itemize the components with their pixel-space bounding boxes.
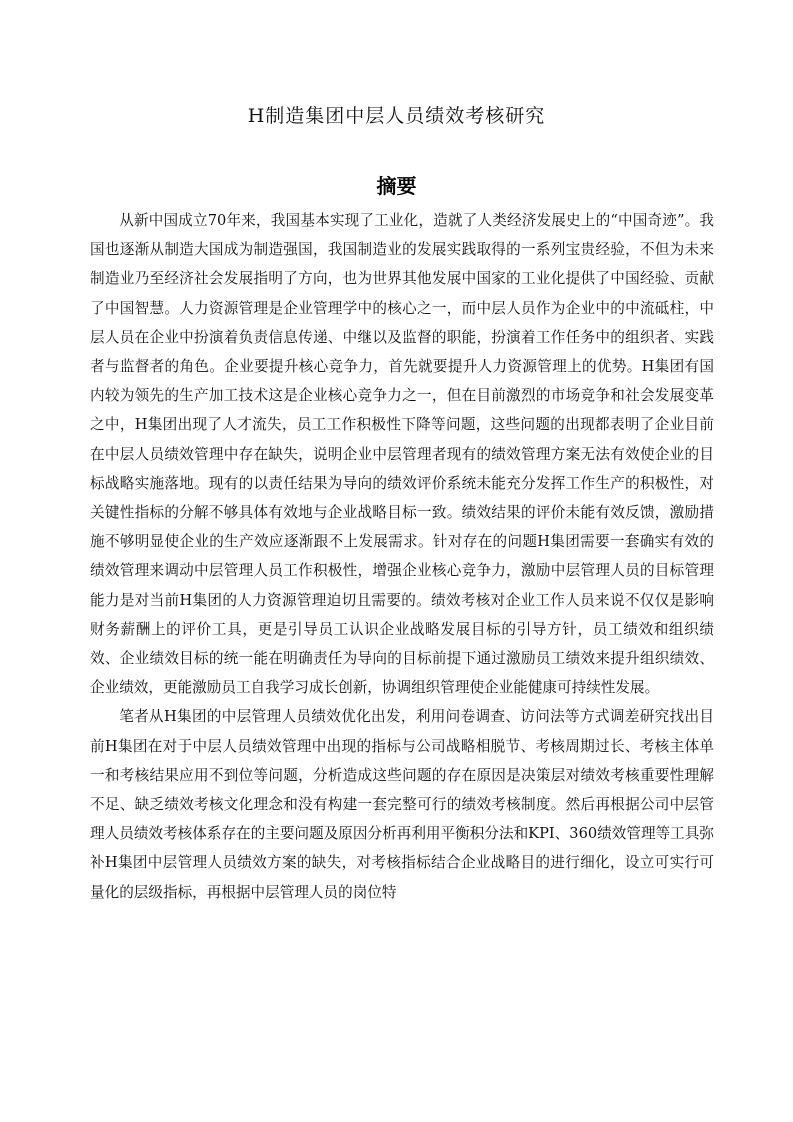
abstract-heading: 摘要 <box>376 174 417 198</box>
abstract-paragraph-2: 笔者从H集团的中层管理人员绩效优化出发，利用问卷调查、访问法等方式调差研究找出目前H集团在对于中层人员绩效管理中出现的指标与公司战略相脱节、考核周期过长、考核主体单一和考核结果应用不到位等问题，分析造成这些问题的存在原因是决策层对绩效考核重要性理解不足、缺乏绩效考核文化理念和没有构建一套完整可行的绩效考核制度。然后再根据公司中层管理人员绩效考核体系存在的主要问题及原因分析再利用平衡积分法和KPI、360绩效管理等工具弥补H集团中层管理人员绩效方案的缺失，对考核指标结合企业战略目的进行细化，设立可实行可量化的层级指标，再根据中层管理人员的岗位特 <box>90 708 714 901</box>
abstract-paragraph-1: 从新中国成立70年来，我国基本实现了工业化，造就了人类经济发展史上的“中国奇迹”。我国也逐渐从制造大国成为制造强国，我国制造业的发展实践取得的一系列宝贵经验，不但为未来制造业乃至经济社会发展指明了方向，也为世界其他发展中国家的工业化提供了中国经验、贡献了中国智慧。人力资源管理是企业管理学中的核心之一，而中层人员作为企业中的中流砥柱，中层人员在企业中扮演着负责信息传递、中继以及监督的职能，扮演着工作任务中的组织者、实践者与监督者的角色。企业要提升核心竞争力，首先就要提升人力资源管理上的优势。H集团有国内较为领先的生产加工技术这是企业核心竞争力之一，但在目前激烈的市场竞争和社会发展变革之中，H集团出现了人才流失，员工工作积极性下降等问题，这些问题的出现都表明了企业目前在中层人员绩效管理中存在缺失，说明企业中层管理者现有的绩效管理方案无法有效使企业的目标战略实施落地。现有的以责任结果为导向的绩效评价系统未能充分发挥工作生产的积极性，对关键性指标的分解不够具体有效地与企业战略目标一致。绩效结果的评价未能有效反馈，激励措施不够明显使企业的生产效应逐渐跟不上发展需求。针对存在的问题H集团需要一套确实有效的绩效管理来调动中层管理人员工作积极性，增强企业核心竞争力，激励中层管理人员的目标管理能力是对当前H集团的人力资源管理迫切且需要的。绩效考核对企业工作人员来说不仅仅是影响财务薪酬上的评价工具，更是引导员工认识企业战略发展目标的引导方针，员工绩效和组织绩效、企业绩效目标的统一能在明确责任为导向的目标前提下通过激励员工绩效来提升组织绩效、企业绩效，更能激励员工自我学习成长创新，协调组织管理使企业能健康可持续性发展。 <box>90 212 714 697</box>
abstract-body <box>90 206 714 907</box>
document-title: H制造集团中层人员绩效考核研究 <box>247 105 546 127</box>
